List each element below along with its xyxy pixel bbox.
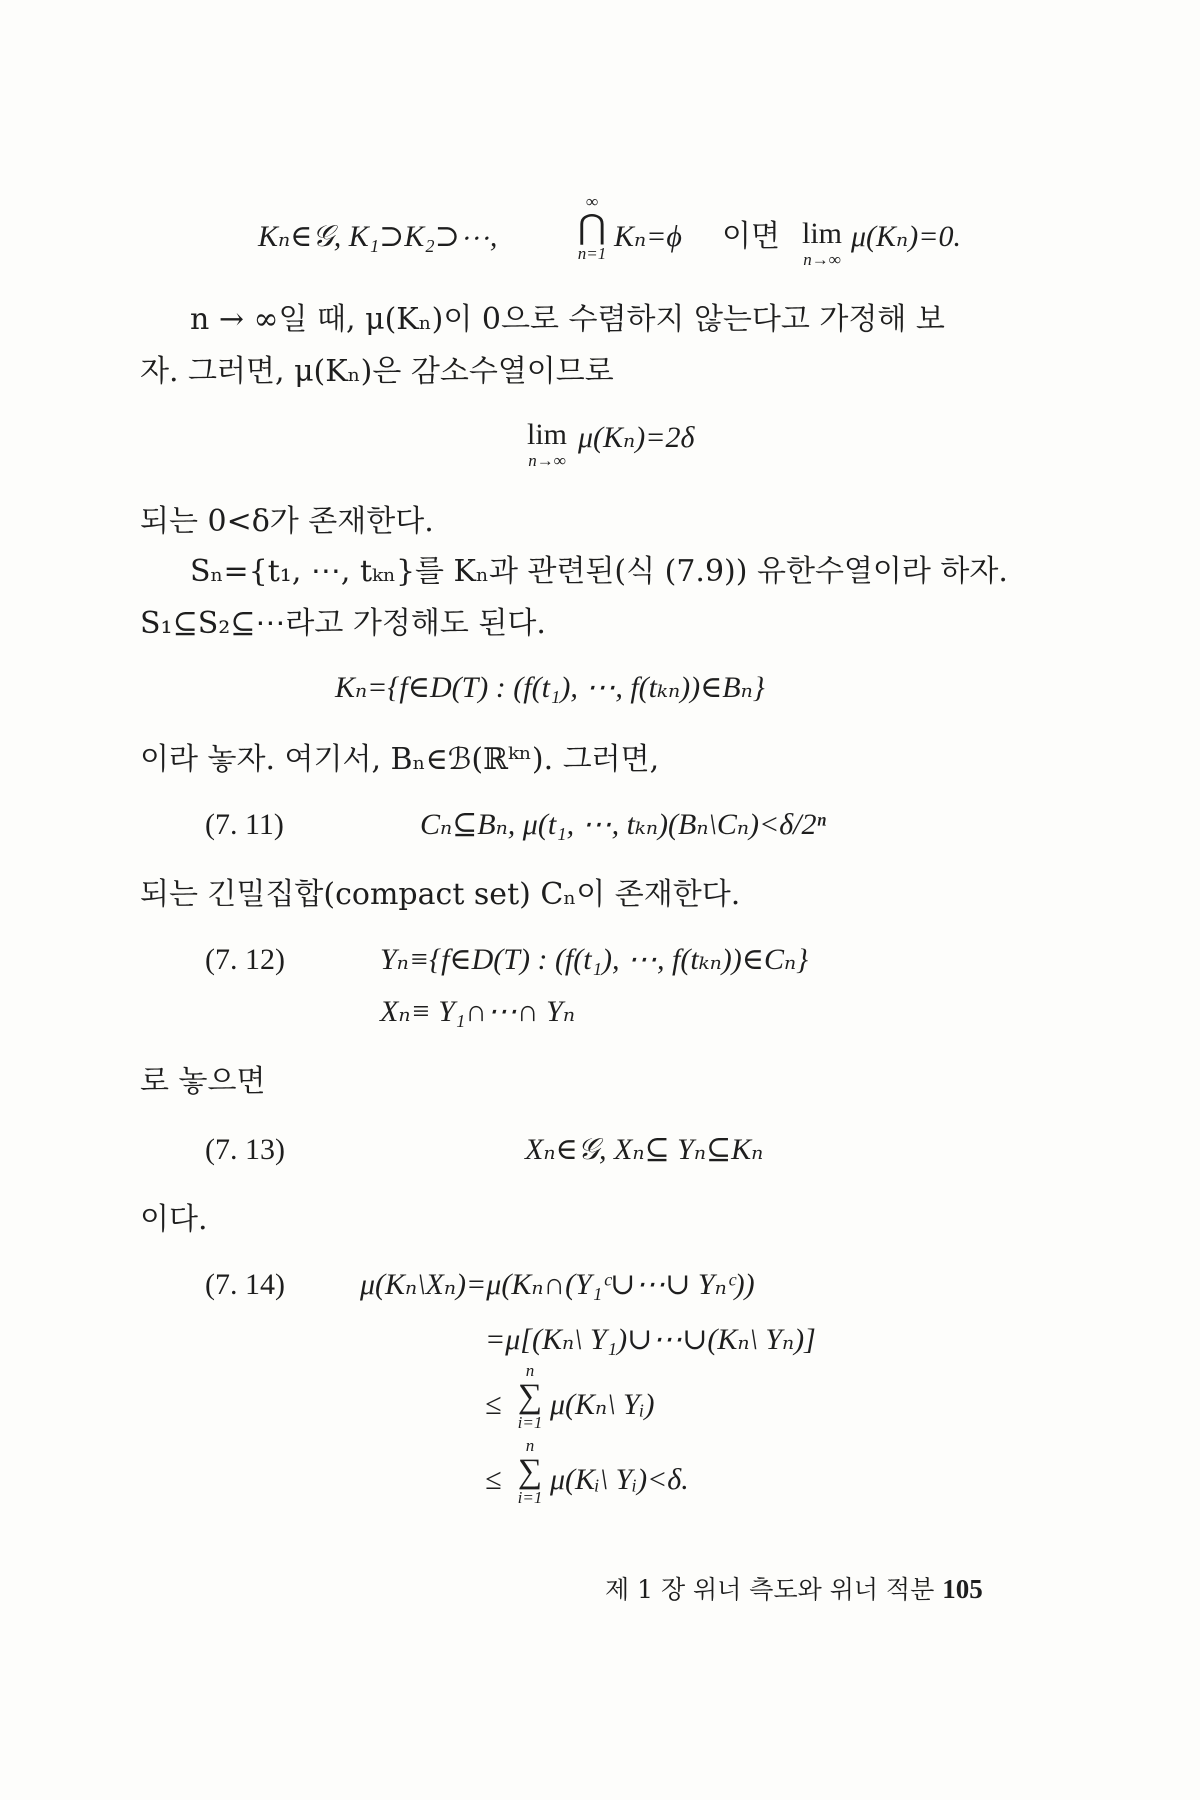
page-footer bbox=[605, 1573, 983, 1606]
set-definition-K: Kₙ={f∈D(T) : (f(t₁), ⋯, f(tₖₙ))∈Bₙ} bbox=[335, 671, 765, 704]
limit-word-2: lim bbox=[526, 418, 567, 451]
intersection-symbol: ⋂ bbox=[578, 209, 606, 246]
paragraph-line-8: 로 놓으면 bbox=[140, 1064, 266, 1099]
intersection-lower-limit: n=1 bbox=[577, 244, 607, 263]
limit-subscript-2: n→∞ bbox=[528, 451, 566, 470]
summation-operator-2 bbox=[512, 1437, 548, 1507]
equation-tag-7-13: (7. 13) bbox=[205, 1133, 285, 1166]
paragraph-line-1: n → ∞일 때, μ(Kₙ)이 0으로 수렴하지 않는다고 가정해 보 bbox=[190, 302, 945, 337]
summation-symbol-1: ∑ bbox=[517, 1378, 543, 1415]
limit-operator-1 bbox=[795, 217, 849, 269]
footer-chapter-title: 제 1 장 위너 측도와 위너 적분 bbox=[605, 1575, 935, 1604]
intersection-upper-limit: ∞ bbox=[585, 192, 599, 211]
equation-7-14-line-3-relation: ≤ bbox=[485, 1388, 502, 1421]
equation-7-14-line-4-relation: ≤ bbox=[485, 1463, 502, 1496]
equation-7-14-line-3: μ(Kₙ\ Yᵢ) bbox=[550, 1388, 655, 1421]
condition-line-part1: Kₙ∈𝒢, K₁⊃K₂⊃⋯, bbox=[258, 220, 498, 253]
equation-tag-7-12: (7. 12) bbox=[205, 943, 285, 976]
summation-symbol-2: ∑ bbox=[517, 1453, 543, 1490]
paragraph-line-5: S₁⊆S₂⊆⋯라고 가정해도 된다. bbox=[140, 606, 546, 641]
equation-7-11: Cₙ⊆Bₙ, μ(t₁, ⋯, tₖₙ)(Bₙ\Cₙ)<δ/2ⁿ bbox=[420, 808, 826, 841]
limit-operator-2 bbox=[520, 418, 574, 470]
condition-line-part4: μ(Kₙ)=0. bbox=[851, 220, 961, 253]
summation-lower-limit-2: i=1 bbox=[517, 1488, 543, 1507]
condition-line-part2: Kₙ=ϕ bbox=[614, 220, 682, 253]
limit-equation: μ(Kₙ)=2δ bbox=[578, 421, 695, 454]
page-number: 105 bbox=[942, 1574, 983, 1604]
equation-7-14-line-1: μ(Kₙ\Xₙ)=μ(Kₙ∩(Y₁ᶜ∪⋯∪ Yₙᶜ)) bbox=[360, 1268, 755, 1301]
intersection-operator bbox=[572, 193, 612, 263]
equation-7-14-line-4: μ(Kᵢ\ Yᵢ)<δ. bbox=[550, 1463, 689, 1496]
paragraph-line-3: 되는 0<δ가 존재한다. bbox=[140, 504, 434, 539]
equation-7-13: Xₙ∈𝒢, Xₙ⊆ Yₙ⊆Kₙ bbox=[525, 1133, 764, 1166]
summation-upper-limit-1: n bbox=[525, 1361, 535, 1380]
paragraph-line-2: 자. 그러면, μ(Kₙ)은 감소수열이므로 bbox=[140, 354, 614, 389]
summation-operator-1 bbox=[512, 1362, 548, 1432]
equation-7-14-line-2: =μ[(Kₙ\ Y₁)∪⋯∪(Kₙ\ Yₙ)] bbox=[485, 1323, 816, 1356]
equation-7-12-line-2: Xₙ≡ Y₁∩⋯∩ Yₙ bbox=[380, 995, 576, 1028]
summation-upper-limit-2: n bbox=[525, 1436, 535, 1455]
paragraph-line-9: 이다. bbox=[140, 1202, 208, 1237]
limit-subscript-1: n→∞ bbox=[803, 250, 841, 269]
paragraph-line-7: 되는 긴밀집합(compact set) Cₙ이 존재한다. bbox=[140, 877, 741, 912]
equation-tag-7-11: (7. 11) bbox=[205, 808, 284, 841]
summation-lower-limit-1: i=1 bbox=[517, 1413, 543, 1432]
paragraph-line-4: Sₙ={t₁, ⋯, tₖₙ}를 Kₙ과 관련된(식 (7.9)) 유한수열이라 하자. bbox=[190, 554, 1008, 589]
equation-7-12-line-1: Yₙ≡{f∈D(T) : (f(t₁), ⋯, f(tₖₙ))∈Cₙ} bbox=[380, 943, 809, 976]
equation-tag-7-14: (7. 14) bbox=[205, 1268, 285, 1301]
condition-line-part3: 이면 bbox=[722, 219, 780, 254]
paragraph-line-6: 이라 놓자. 여기서, Bₙ∈ℬ(ℝᵏⁿ). 그러면, bbox=[140, 742, 660, 777]
limit-word-1: lim bbox=[801, 217, 842, 250]
